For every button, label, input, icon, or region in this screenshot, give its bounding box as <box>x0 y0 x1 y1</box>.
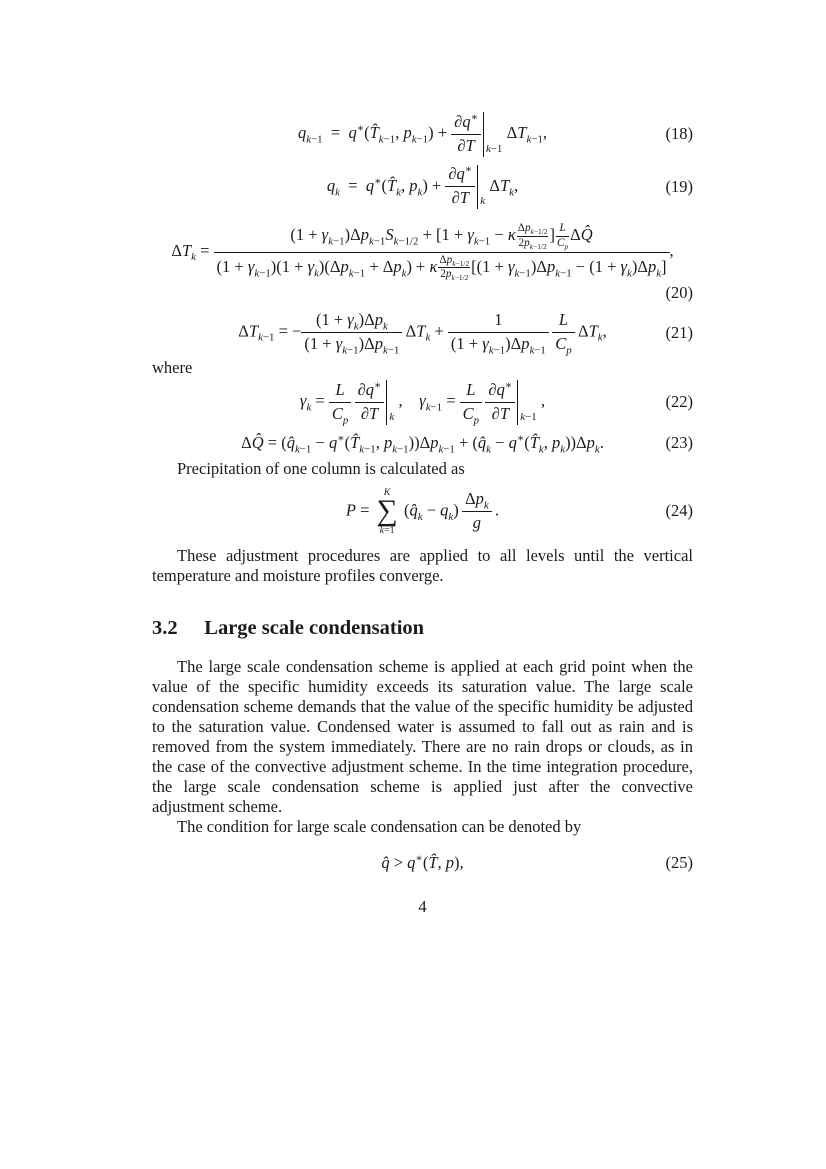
equation-24 <box>152 487 693 537</box>
equation-19 <box>152 165 693 210</box>
equation-18-body: $q_{k-1}$ = $q^∗(T̂_{k-1}$, $p_{k-1}$) + $\frac{\partial q^∗}{\partial T}$ k−1 $\Delta T_{k-1}$, <box>297 111 548 155</box>
equation-25 <box>152 853 693 873</box>
paragraph-converge: These adjustment procedures are applied to all levels until the vertical temperature and moisture profiles converge. <box>152 546 693 586</box>
equation-23-body: ΔQ̂ = ($q̂_{k-1}$ − $q^∗(T̂_{k-1}$, $p_{k-1}))\Delta p_{k-1}$ + ($q̂_k$ − $q^∗(T̂_k$, $p_k))\Delta p_k$. <box>241 432 604 455</box>
paragraph-precipitation: Precipitation of one column is calculated as <box>177 458 465 478</box>
equation-19-body: $q_k$ = $q^∗(T̂_k$, $p_k$) + $\frac{\partial q^∗}{\partial T}$ k $\Delta T_k$, <box>326 163 519 208</box>
paragraph-large-scale-condensation: The large scale condensation scheme is applied at each grid point when the value of the specific humidity exceeds its saturation value. The large scale condensation scheme demands that the value of the specific humidity be adjusted to the saturation value. Condensed water is assumed to fall out as rain and is removed from the system immediately. There are no rain drops or clouds, as in the case of the convective adjustment scheme. In the time integration procedure, the large scale condensation scheme is applied just after the convective adjustment scheme. <box>152 657 693 817</box>
equation-23-number: (23) <box>665 432 693 452</box>
equation-22-number: (22) <box>665 392 693 412</box>
equation-22 <box>152 380 693 425</box>
section-heading <box>152 616 693 640</box>
page-content <box>152 0 693 873</box>
equation-23 <box>152 433 693 453</box>
equation-20 <box>152 223 693 281</box>
page-number: 4 <box>418 897 427 916</box>
equation-18 <box>152 112 693 157</box>
equation-19-number: (19) <box>665 176 693 196</box>
equation-22-body: $\gamma_k$ = $\frac{L}{C_p}$ $\frac{\partial q^∗}{\partial T}$ k , $\gamma_{k-1}$ = $\frac{L}{C_p}$ $\frac{\partial q^∗}{\partial T}$ k−1 , <box>299 379 546 427</box>
equation-21 <box>152 310 693 357</box>
section-title: Large scale condensation <box>204 617 425 640</box>
equation-25-number: (25) <box>665 853 693 873</box>
equation-20-number: (20) <box>665 283 693 303</box>
equation-18-number: (18) <box>665 124 693 144</box>
where-label: where <box>152 358 193 378</box>
equation-24-body: P = K ∑ k=1 $(q̂_k - q_k)$ $\Delta p_k$ g . <box>345 486 500 536</box>
equation-21-body: $\Delta T_{k-1}$ = − $(1 + \gamma_k)\Delta p_k$ $(1 + \gamma_{k-1})\Delta p_{k-1}$ $\Delta T_k$ + 1 $(1 + \gamma_{k-1})\Delta p_{k-1}$ $\frac{L}{C_p}$ $\Delta T_k$, <box>238 310 607 357</box>
equation-25-body: q̂ > q∗(T̂, p), <box>381 852 464 873</box>
equation-24-number: (24) <box>665 501 693 521</box>
section-number: 3.2 <box>152 617 178 640</box>
equation-21-number: (21) <box>665 322 693 342</box>
paragraph-condition: The condition for large scale condensation can be denoted by <box>177 817 582 837</box>
equation-20-body: $\Delta T_k$ = $(1 + \gamma_{k-1})\Delta p_{k-1}S_{k-1/2} + [1 + \gamma_{k-1} - \kappa$ $\Delta p_{k-1/2}$ $2p_{k-1/2}$ ] $\frac{L}{C_p}$ ΔQ̂ $(1 + \gamma_{k-1})(1 + \gamma_k)(\Delta p_{k-1} + \Delta p_k) + \kappa$ $\Delta p_{k-1/2}$ $2p_{k-1/2}$ $[(1 + \gamma_{k-1})\Delta p_{k-1} - (1 + \gamma_k)\Delta p_k]$ , <box>171 222 674 283</box>
